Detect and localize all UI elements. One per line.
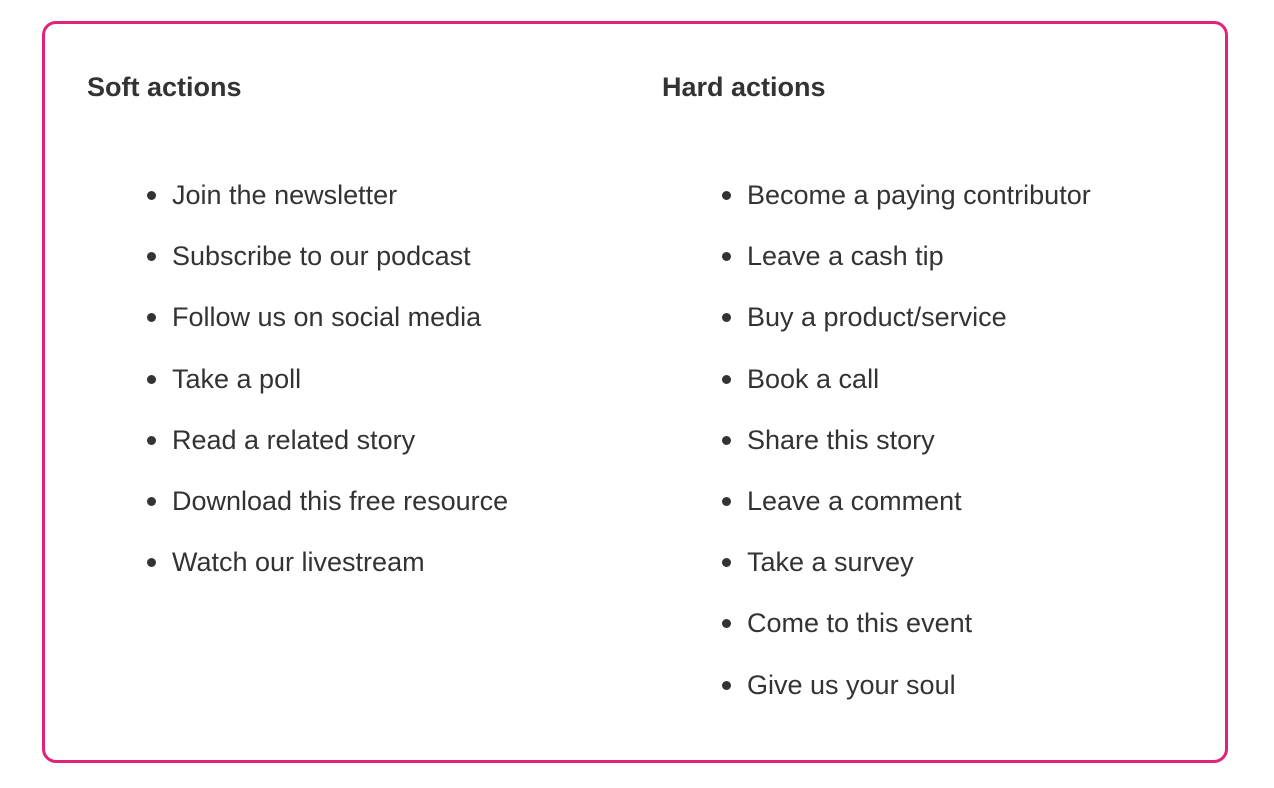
list-item-label: Take a poll [172, 363, 302, 394]
bullet-icon [147, 191, 156, 200]
list-item-label: Follow us on social media [172, 302, 482, 333]
bullet-icon [722, 497, 731, 506]
list-item-label: Join the newsletter [172, 180, 398, 210]
list-item [662, 603, 1091, 664]
list-item [87, 481, 508, 542]
bullet-icon [722, 313, 731, 322]
list-item-label: Leave a comment [747, 485, 962, 516]
list-item-label: Book a call [747, 363, 880, 394]
bullet-icon [722, 436, 731, 445]
bullet-icon [147, 375, 156, 384]
list-item-label: Read a related story [172, 424, 416, 455]
list-item-label: Give us your soul [747, 669, 956, 700]
list-item-label: Buy a product/service [747, 302, 1007, 333]
list-item [87, 236, 508, 297]
list-item [662, 665, 1091, 726]
list-item-label: Share this story [747, 424, 935, 455]
list-item-label: Take a survey [747, 547, 914, 578]
bullet-icon [147, 497, 156, 506]
bullet-icon [147, 252, 156, 261]
hard-actions-list [662, 175, 1091, 726]
bullet-icon [722, 681, 731, 690]
list-item-label: Download this free resource [172, 485, 509, 516]
list-item [87, 542, 508, 603]
soft-actions-heading: Soft actions [87, 72, 242, 102]
list-item [87, 175, 508, 236]
list-item [662, 175, 1091, 236]
list-item-label: Leave a cash tip [747, 241, 944, 272]
bullet-icon [722, 619, 731, 628]
bullet-icon [722, 558, 731, 567]
list-item-label: Subscribe to our podcast [172, 241, 471, 272]
list-item [662, 542, 1091, 603]
list-item [662, 297, 1091, 358]
hard-actions-heading: Hard actions [662, 72, 826, 102]
bullet-icon [147, 313, 156, 322]
bullet-icon [722, 191, 731, 200]
list-item [662, 236, 1091, 297]
list-item [662, 420, 1091, 481]
soft-actions-list [87, 175, 508, 603]
bullet-icon [722, 252, 731, 261]
list-item [87, 420, 508, 481]
list-item [662, 481, 1091, 542]
bullet-icon [147, 436, 156, 445]
list-item-label: Watch our livestream [172, 547, 425, 578]
bullet-icon [722, 375, 731, 384]
list-item [87, 359, 508, 420]
list-item-label: Become a paying contributor [747, 180, 1091, 210]
list-item [87, 297, 508, 358]
list-item-label: Come to this event [747, 608, 973, 639]
list-item [662, 359, 1091, 420]
bullet-icon [147, 558, 156, 567]
actions-card [42, 21, 1228, 763]
